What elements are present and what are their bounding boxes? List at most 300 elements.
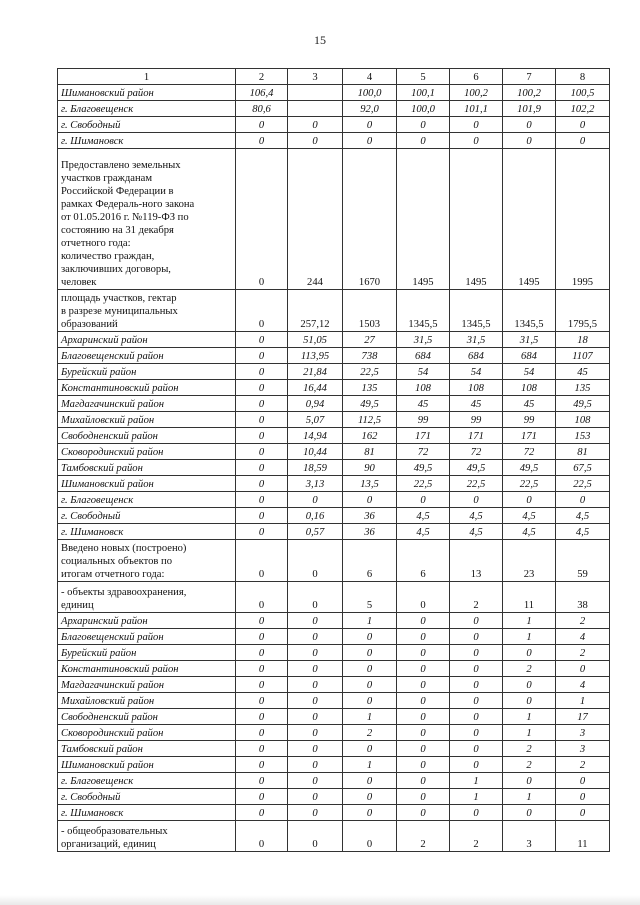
table-cell: 1 [343, 613, 397, 629]
table-row [58, 149, 610, 290]
table-cell: 0 [450, 117, 503, 133]
table-cell: 2 [450, 821, 503, 852]
table-cell: 1 [503, 629, 556, 645]
table-cell: 22,5 [397, 476, 450, 492]
table-cell: 22,5 [343, 364, 397, 380]
table-cell: 106,4 [236, 85, 288, 101]
table-cell: 171 [503, 428, 556, 444]
table-cell: 0 [556, 789, 610, 805]
table-cell: 0 [288, 645, 343, 661]
table-cell: 0 [288, 492, 343, 508]
table-cell: 0 [236, 645, 288, 661]
table-cell: 90 [343, 460, 397, 476]
table-cell: 0 [236, 540, 288, 582]
table-cell: 100,0 [343, 85, 397, 101]
table-cell: 45 [450, 396, 503, 412]
table-cell: 0 [343, 117, 397, 133]
table-cell: 135 [343, 380, 397, 396]
table-cell: 4 [556, 629, 610, 645]
row-label: Шимановский район [58, 476, 236, 492]
table-cell: 0 [556, 773, 610, 789]
table-cell: 0 [397, 117, 450, 133]
table-cell: 0 [556, 492, 610, 508]
table-cell: 27 [343, 332, 397, 348]
table-cell: 0 [236, 290, 288, 332]
table-cell: 0 [503, 133, 556, 149]
table-cell: 102,2 [556, 101, 610, 117]
table-cell: 3 [556, 741, 610, 757]
column-header: 4 [343, 69, 397, 85]
column-header: 2 [236, 69, 288, 85]
table-cell: 31,5 [450, 332, 503, 348]
table-cell: 108 [503, 380, 556, 396]
row-label: Благовещенский район [58, 629, 236, 645]
table-cell: 0 [236, 117, 288, 133]
table-cell: 0 [288, 709, 343, 725]
table-cell: 0 [236, 821, 288, 852]
table-cell: 0 [343, 821, 397, 852]
table-row [58, 629, 610, 645]
table-cell: 1 [556, 693, 610, 709]
table-cell: 0 [236, 661, 288, 677]
table-cell: 0 [397, 693, 450, 709]
table-cell: 0 [343, 645, 397, 661]
table-row [58, 380, 610, 396]
table-cell: 59 [556, 540, 610, 582]
table-cell: 0 [343, 741, 397, 757]
table-cell: 0 [450, 805, 503, 821]
table-cell: 0 [450, 741, 503, 757]
table-cell: 0 [397, 773, 450, 789]
table-cell: 13 [450, 540, 503, 582]
table-cell: 153 [556, 428, 610, 444]
table-row [58, 85, 610, 101]
table-cell: 0 [450, 645, 503, 661]
table-cell: 99 [450, 412, 503, 428]
table-cell [288, 85, 343, 101]
table-cell: 0 [236, 412, 288, 428]
table-cell: 108 [397, 380, 450, 396]
table-cell: 2 [343, 725, 397, 741]
table-cell: 0 [236, 364, 288, 380]
table-cell: 257,12 [288, 290, 343, 332]
table-cell: 1495 [503, 149, 556, 290]
table-row [58, 332, 610, 348]
table-cell: 0 [450, 709, 503, 725]
table-cell: 0 [503, 693, 556, 709]
table-cell: 0 [343, 677, 397, 693]
table-cell: 0 [397, 757, 450, 773]
table-cell: 1995 [556, 149, 610, 290]
table-cell: 99 [397, 412, 450, 428]
table-cell: 1 [343, 709, 397, 725]
table-cell: 6 [343, 540, 397, 582]
table-cell: 0 [397, 582, 450, 613]
table-row [58, 412, 610, 428]
table-row [58, 709, 610, 725]
table-cell: 81 [343, 444, 397, 460]
row-label: Архаринский район [58, 332, 236, 348]
table-cell: 135 [556, 380, 610, 396]
table-row [58, 582, 610, 613]
table-cell: 0 [236, 476, 288, 492]
table-cell: 92,0 [343, 101, 397, 117]
table-cell: 80,6 [236, 101, 288, 117]
table-cell: 23 [503, 540, 556, 582]
row-label: г. Шимановск [58, 524, 236, 540]
table-cell: 108 [556, 412, 610, 428]
row-label: Архаринский район [58, 613, 236, 629]
table-cell: 0 [288, 741, 343, 757]
table-cell: 1670 [343, 149, 397, 290]
table-cell: 4 [556, 677, 610, 693]
table-cell: 2 [397, 821, 450, 852]
table-row [58, 741, 610, 757]
table-cell: 54 [397, 364, 450, 380]
table-cell: 0 [288, 789, 343, 805]
table-cell: 0 [236, 444, 288, 460]
table-cell: 1495 [397, 149, 450, 290]
row-label: Михайловский район [58, 693, 236, 709]
table-cell: 81 [556, 444, 610, 460]
row-label: Михайловский район [58, 412, 236, 428]
table-cell: 0 [503, 805, 556, 821]
table-cell: 0 [503, 492, 556, 508]
row-label: Константиновский район [58, 661, 236, 677]
table-cell: 0 [397, 133, 450, 149]
row-label: площадь участков, гектар в разрезе муниципальных образований [58, 290, 236, 332]
table-cell: 72 [450, 444, 503, 460]
column-header: 5 [397, 69, 450, 85]
table-cell: 5,07 [288, 412, 343, 428]
table-row [58, 789, 610, 805]
table-cell: 0 [236, 332, 288, 348]
table-row [58, 693, 610, 709]
row-label: Свободненский район [58, 428, 236, 444]
table-row [58, 661, 610, 677]
row-label: Введено новых (построено) социальных объектов по итогам отчетного года: [58, 540, 236, 582]
table-cell: 4,5 [450, 524, 503, 540]
table-cell: 0 [450, 693, 503, 709]
table-cell: 171 [397, 428, 450, 444]
row-label: Свободненский район [58, 709, 236, 725]
table-row [58, 428, 610, 444]
row-label: г. Благовещенск [58, 492, 236, 508]
table-cell: 171 [450, 428, 503, 444]
table-cell: 38 [556, 582, 610, 613]
table-cell: 0 [236, 741, 288, 757]
table-cell: 0 [397, 613, 450, 629]
table-cell: 45 [503, 396, 556, 412]
table-row [58, 476, 610, 492]
table-header-row [58, 69, 610, 85]
table-row [58, 396, 610, 412]
table-cell: 0 [236, 805, 288, 821]
row-label: Бурейский район [58, 645, 236, 661]
table-cell: 0 [236, 492, 288, 508]
table-cell: 0 [450, 725, 503, 741]
table-row [58, 757, 610, 773]
table-cell: 0,57 [288, 524, 343, 540]
table-cell: 0 [450, 613, 503, 629]
row-label: Бурейский район [58, 364, 236, 380]
table-row [58, 133, 610, 149]
table-cell: 1 [503, 709, 556, 725]
table-cell: 0 [236, 693, 288, 709]
table-cell: 0 [503, 773, 556, 789]
table-cell: 0 [236, 709, 288, 725]
table-cell: 0 [236, 149, 288, 290]
table-cell: 100,2 [503, 85, 556, 101]
table-cell: 0 [556, 805, 610, 821]
row-label: Шимановский район [58, 757, 236, 773]
table-cell: 0 [450, 677, 503, 693]
table-cell: 0 [288, 805, 343, 821]
table-cell: 108 [450, 380, 503, 396]
table-cell: 4,5 [397, 508, 450, 524]
table-cell: 0 [288, 661, 343, 677]
table-cell: 36 [343, 508, 397, 524]
table-row [58, 117, 610, 133]
table-cell: 31,5 [397, 332, 450, 348]
table-cell: 0 [503, 645, 556, 661]
table-cell: 1345,5 [397, 290, 450, 332]
table-cell: 0 [503, 677, 556, 693]
table-cell: 0 [397, 677, 450, 693]
table-cell: 99 [503, 412, 556, 428]
table-cell: 54 [450, 364, 503, 380]
table-cell: 22,5 [556, 476, 610, 492]
table-cell: 31,5 [503, 332, 556, 348]
table-row [58, 508, 610, 524]
table-row [58, 725, 610, 741]
table-cell: 0,16 [288, 508, 343, 524]
table-cell: 72 [397, 444, 450, 460]
table-row [58, 677, 610, 693]
table-cell: 100,2 [450, 85, 503, 101]
table-cell: 4,5 [556, 508, 610, 524]
table-cell: 22,5 [450, 476, 503, 492]
table-cell: 1345,5 [503, 290, 556, 332]
table-cell: 1503 [343, 290, 397, 332]
table-cell: 13,5 [343, 476, 397, 492]
table-cell: 244 [288, 149, 343, 290]
table-cell: 0 [236, 789, 288, 805]
column-header: 8 [556, 69, 610, 85]
table-cell: 0 [343, 773, 397, 789]
table-row [58, 805, 610, 821]
table-cell: 49,5 [450, 460, 503, 476]
row-label: Тамбовский район [58, 460, 236, 476]
table-cell: 22,5 [503, 476, 556, 492]
table-cell: 1 [343, 757, 397, 773]
table-cell: 0 [288, 725, 343, 741]
table-cell: 14,94 [288, 428, 343, 444]
table-cell: 49,5 [503, 460, 556, 476]
table-row [58, 540, 610, 582]
table-cell: 0 [288, 629, 343, 645]
table-cell: 0 [343, 133, 397, 149]
page-number: 15 [314, 33, 326, 47]
table-cell: 0 [450, 661, 503, 677]
table-cell: 0 [236, 524, 288, 540]
column-header: 1 [58, 69, 236, 85]
table-cell: 0 [556, 661, 610, 677]
table-cell: 1 [503, 613, 556, 629]
table-cell: 1 [503, 789, 556, 805]
table-cell: 100,5 [556, 85, 610, 101]
table-cell: 3 [503, 821, 556, 852]
table-cell: 2 [556, 613, 610, 629]
table-cell: 2 [503, 741, 556, 757]
table-cell: 0 [236, 725, 288, 741]
table-cell: 4,5 [503, 524, 556, 540]
table-cell: 3,13 [288, 476, 343, 492]
table-cell: 0 [397, 805, 450, 821]
table-cell: 684 [503, 348, 556, 364]
table-cell: 0 [343, 693, 397, 709]
table-cell: 0 [236, 396, 288, 412]
table-cell: 0 [236, 582, 288, 613]
table-cell: 4,5 [397, 524, 450, 540]
table-cell: 0 [236, 773, 288, 789]
table-cell: 11 [556, 821, 610, 852]
table-cell: 49,5 [397, 460, 450, 476]
row-label: г. Свободный [58, 508, 236, 524]
table-cell: 0 [236, 757, 288, 773]
table-cell: 10,44 [288, 444, 343, 460]
table-cell: 1107 [556, 348, 610, 364]
table-cell: 0 [236, 133, 288, 149]
table-cell: 0 [288, 540, 343, 582]
table-cell: 0 [343, 661, 397, 677]
table-cell: 0 [450, 757, 503, 773]
table-cell: 112,5 [343, 412, 397, 428]
table-cell: 0 [343, 492, 397, 508]
table-cell: 1 [503, 725, 556, 741]
table-cell: 0 [288, 757, 343, 773]
table-row [58, 773, 610, 789]
table-cell: 101,1 [450, 101, 503, 117]
table-cell: 0 [288, 613, 343, 629]
table-cell: 18 [556, 332, 610, 348]
table-cell: 0 [397, 725, 450, 741]
table-row [58, 444, 610, 460]
table-cell: 0 [288, 821, 343, 852]
table-cell: 4,5 [556, 524, 610, 540]
table-cell [288, 101, 343, 117]
column-header: 7 [503, 69, 556, 85]
indicators-table [57, 68, 610, 852]
table-cell: 21,84 [288, 364, 343, 380]
table-cell: 684 [450, 348, 503, 364]
table-row [58, 348, 610, 364]
table-cell: 1795,5 [556, 290, 610, 332]
table-cell: 67,5 [556, 460, 610, 476]
table-cell: 0 [236, 677, 288, 693]
scan-edge [0, 895, 640, 905]
table-cell: 0 [343, 629, 397, 645]
table-row [58, 645, 610, 661]
row-label: Благовещенский район [58, 348, 236, 364]
row-label: Сковородинский район [58, 444, 236, 460]
table-row [58, 364, 610, 380]
table-cell: 0 [236, 508, 288, 524]
table-cell: 4,5 [450, 508, 503, 524]
table-cell: 2 [503, 757, 556, 773]
table-cell: 0 [236, 460, 288, 476]
table-cell: 0 [450, 133, 503, 149]
table-cell: 45 [556, 364, 610, 380]
row-label: Сковородинский район [58, 725, 236, 741]
table-cell: 11 [503, 582, 556, 613]
row-label: Шимановский район [58, 85, 236, 101]
table-cell: 2 [503, 661, 556, 677]
table-cell: 5 [343, 582, 397, 613]
row-label: г. Благовещенск [58, 101, 236, 117]
table-cell: 0 [236, 428, 288, 444]
table-cell: 36 [343, 524, 397, 540]
table-cell: 1495 [450, 149, 503, 290]
table-cell: 0 [397, 709, 450, 725]
table-cell: 101,9 [503, 101, 556, 117]
table-cell: 54 [503, 364, 556, 380]
table-row [58, 460, 610, 476]
column-header: 6 [450, 69, 503, 85]
table-cell: 0 [236, 348, 288, 364]
table-cell: 0 [236, 629, 288, 645]
row-label: Предоставлено земельных участков гражданам Российской Федерации в рамках Федераль-ного закона от 01.05.2016 г. №119-ФЗ по состоянию на 31 декабря отчетного года: количество граждан, заключивших договоры, человек [58, 149, 236, 290]
row-label: - общеобразовательных организаций, единиц [58, 821, 236, 852]
table-cell: 684 [397, 348, 450, 364]
row-label: Константиновский район [58, 380, 236, 396]
table-cell: 0 [397, 661, 450, 677]
table-cell: 113,95 [288, 348, 343, 364]
table-row [58, 524, 610, 540]
table-cell: 1345,5 [450, 290, 503, 332]
table-row [58, 492, 610, 508]
row-label: Магдагачинский район [58, 396, 236, 412]
row-label: г. Шимановск [58, 133, 236, 149]
table-row [58, 101, 610, 117]
table-cell: 0 [397, 789, 450, 805]
table-row [58, 290, 610, 332]
table-cell: 0 [397, 629, 450, 645]
table-row [58, 613, 610, 629]
row-label: Тамбовский район [58, 741, 236, 757]
table-cell: 1 [450, 789, 503, 805]
table-cell: 0,94 [288, 396, 343, 412]
table-cell: 0 [288, 677, 343, 693]
row-label: Магдагачинский район [58, 677, 236, 693]
table-cell: 49,5 [343, 396, 397, 412]
table-cell: 45 [397, 396, 450, 412]
table-cell: 17 [556, 709, 610, 725]
table-cell: 0 [556, 133, 610, 149]
table-cell: 0 [288, 693, 343, 709]
row-label: г. Свободный [58, 789, 236, 805]
table-cell: 2 [556, 645, 610, 661]
table-cell: 3 [556, 725, 610, 741]
table-cell: 2 [450, 582, 503, 613]
column-header: 3 [288, 69, 343, 85]
table-cell: 0 [450, 629, 503, 645]
table-cell: 0 [450, 492, 503, 508]
table-cell: 0 [236, 380, 288, 396]
table-cell: 16,44 [288, 380, 343, 396]
table-cell: 100,0 [397, 101, 450, 117]
table-cell: 0 [288, 582, 343, 613]
